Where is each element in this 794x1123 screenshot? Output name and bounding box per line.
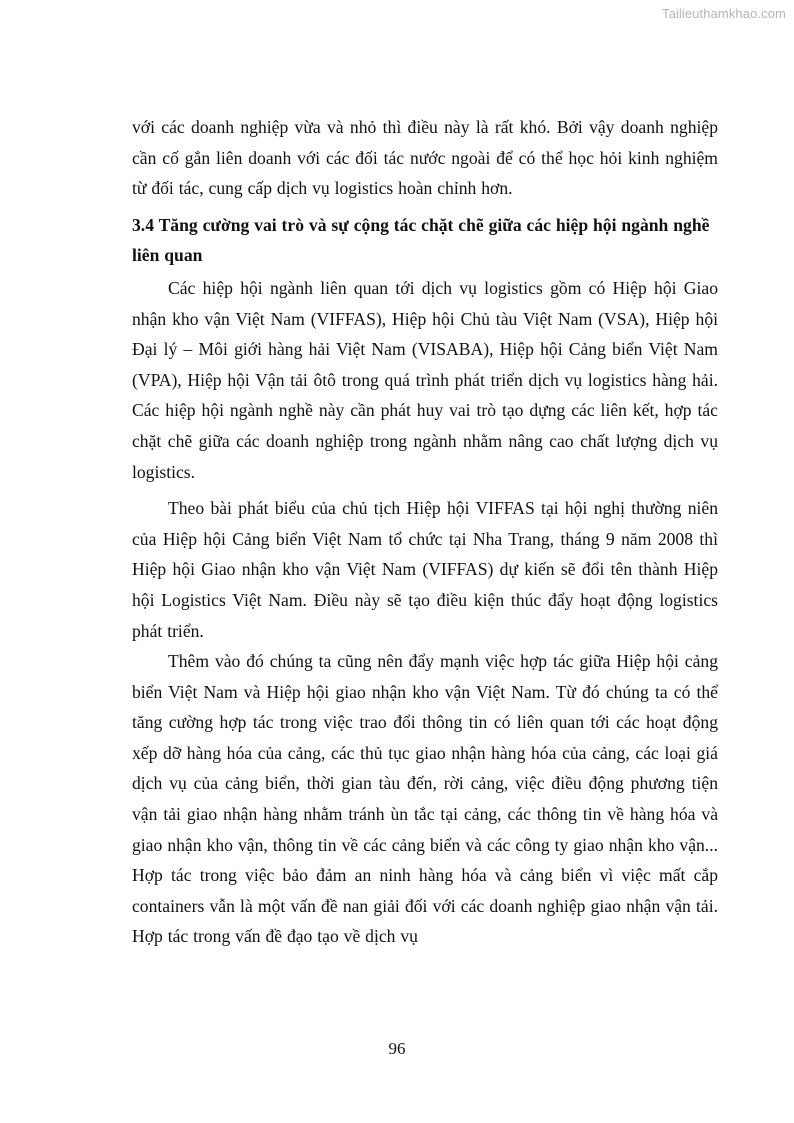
watermark-text: Tailieuthamkhao.com [661,6,786,21]
paragraph-viffas-speech: Theo bài phát biểu của chủ tịch Hiệp hội VIFFAS tại hội nghị thường niên của Hiệp hội Cảng biển Việt Nam tổ chức tại Nha Trang, tháng 9 năm 2008 thì Hiệp hội Giao nhận kho vận Việt Nam (VIFFAS) dự kiến sẽ đổi tên thành Hiệp hội Logistics Việt Nam. Điều này sẽ tạo điều kiện thúc đẩy hoạt động logistics phát triển. [132,498,718,641]
page-body [132,112,718,952]
section-heading: 3.4 Tăng cường vai trò và sự cộng tác chặt chẽ giữa các hiệp hội ngành nghề liên quan [132,214,710,266]
paragraph-associations: Các hiệp hội ngành liên quan tới dịch vụ logistics gồm có Hiệp hội Giao nhận kho vận Việt Nam (VIFFAS), Hiệp hội Chủ tàu Việt Nam (VSA), Hiệp hội Đại lý – Môi giới hàng hải Việt Nam (VISABA), Hiệp hội Cảng biển Việt Nam (VPA), Hiệp hội Vận tải ôtô trong quá trình phát triển dịch vụ logistics hàng hải. Các hiệp hội ngành nghề này cần phát huy vai trò tạo dựng các liên kết, hợp tác chặt chẽ giữa các doanh nghiệp trong ngành nhằm nâng cao chất lượng dịch vụ logistics. [132,277,718,482]
page-number: 96 [388,1039,406,1058]
paragraph-cooperation: Thêm vào đó chúng ta cũng nên đẩy mạnh việc hợp tác giữa Hiệp hội cảng biển Việt Nam và Hiệp hội giao nhận kho vận Việt Nam. Từ đó chúng ta có thể tăng cường hợp tác trong việc trao đổi thông tin có liên quan tới các hoạt động xếp dỡ hàng hóa của cảng, các thủ tục giao nhận hàng hóa của cảng, các loại giá dịch vụ của cảng biển, thời gian tàu đến, rời cảng, việc điều động phương tiện vận tải giao nhận hàng nhằm tránh ùn tắc tại cảng, các thông tin về hàng hóa và giao nhận kho vận, thông tin về các cảng biển và các công ty giao nhận kho vận... Hợp tác trong việc bảo đảm an ninh hàng hóa và cảng biển vì việc mất cắp containers vẫn là một vấn đề nan giải đối với các doanh nghiệp giao nhận vận tải. Hợp tác trong vấn đề đạo tạo về dịch vụ [132,651,718,947]
paragraph-continuation: với các doanh nghiệp vừa và nhỏ thì điều này là rất khó. Bởi vậy doanh nghiệp cần cố gắn liên doanh với các đối tác nước ngoài để có thể học hỏi kinh nghiệm từ đối tác, cung cấp dịch vụ logistics hoàn chỉnh hơn. [132,117,718,199]
